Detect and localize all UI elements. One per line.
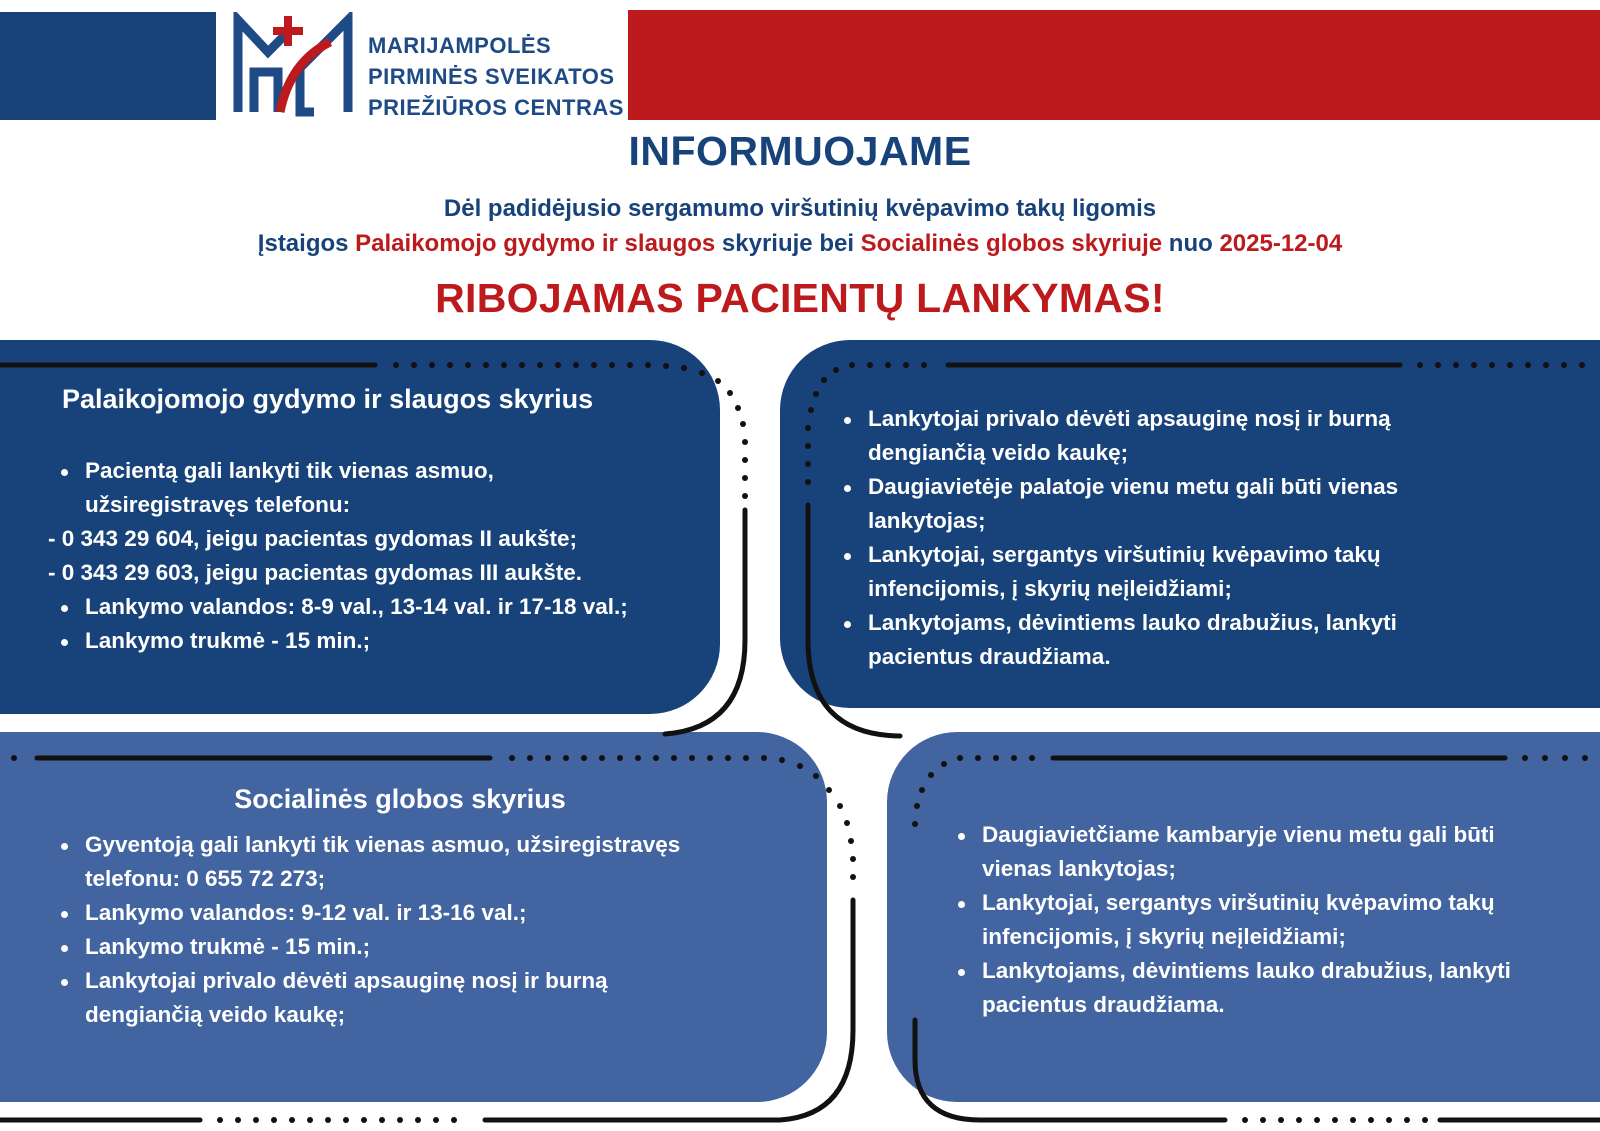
- panel-title: Palaikojomojo gydymo ir slaugos skyrius: [62, 384, 594, 414]
- bullet-icon: [958, 969, 965, 976]
- bullet-icon: [61, 945, 68, 952]
- clinic-logo-icon: [230, 12, 356, 122]
- announcement-reason: Dėl padidėjusio sergamumo viršutinių kvėpavimo takų ligomis: [443, 195, 1157, 222]
- bullet-icon: [61, 605, 68, 612]
- list-item: [85, 896, 680, 930]
- list-item-text: Lankymo valandos: 8-9 val., 13-14 val. ir 17-18 val.;: [85, 594, 628, 619]
- list-item: [868, 470, 1398, 538]
- list-item-text: Daugiavietčiame kambaryje vienu metu gali būti: [982, 822, 1495, 847]
- header-bar-navy: [0, 12, 216, 120]
- rules-list: [85, 828, 680, 1032]
- list-item-text: Pacientą gali lankyti tik vienas asmuo,: [85, 458, 494, 483]
- bullet-icon: [844, 553, 851, 560]
- list-item-text: infencijomis, į skyrių neįleidžiami;: [868, 576, 1232, 601]
- list-item-text: užsiregistravęs telefonu:: [85, 492, 351, 517]
- bullet-icon: [61, 979, 68, 986]
- list-item-text: Gyventoją gali lankyti tik vienas asmuo, užsiregistravęs: [85, 832, 681, 857]
- list-item-text: Lankymo trukmė - 15 min.;: [85, 934, 371, 959]
- bullet-icon: [844, 485, 851, 492]
- bullet-icon: [61, 911, 68, 918]
- clinic-name-line: MARIJAMPOLĖS: [368, 33, 552, 58]
- rules-list: [85, 454, 494, 522]
- announcement-heading: INFORMUOJAME: [628, 128, 972, 174]
- list-item-text: pacientus draudžiama.: [982, 992, 1225, 1017]
- list-item-text: Lankytojams, dėvintiems lauko drabužius, lankyti: [982, 958, 1511, 983]
- clinic-name-line: PIRMINĖS SVEIKATOS: [368, 64, 615, 89]
- panel-social-care: [0, 732, 827, 1102]
- list-item-text: infencijomis, į skyrių neįleidžiami;: [982, 924, 1346, 949]
- announcement-scope: [0, 230, 1600, 258]
- list-item-text: Lankytojai privalo dėvėti apsauginę nosį ir burną: [868, 406, 1391, 431]
- list-item: [982, 818, 1511, 886]
- bullet-icon: [844, 621, 851, 628]
- rules-list: [982, 818, 1511, 1022]
- rules-list: [868, 402, 1398, 674]
- bullet-icon: [844, 417, 851, 424]
- bullet-icon: [61, 639, 68, 646]
- list-item-text: dengiančią veido kaukę;: [85, 1002, 346, 1027]
- panel-palliative-care: [0, 340, 720, 714]
- list-item-text: dengiančią veido kaukę;: [868, 440, 1129, 465]
- list-item-text: Lankymo valandos: 9-12 val. ir 13-16 val.;: [85, 900, 527, 925]
- panel-social-rules: [887, 732, 1600, 1102]
- list-item: [868, 606, 1398, 674]
- bullet-icon: [958, 901, 965, 908]
- rules-list: [85, 590, 628, 658]
- list-item-text: Daugiavietėje palatoje vienu metu gali būti vienas: [868, 474, 1399, 499]
- panel-palliative-rules: [780, 340, 1600, 708]
- list-item-text: Lankymo trukmė - 15 min.;: [85, 628, 371, 653]
- scope-department-1: Palaikomojo gydymo ir slaugos: [355, 230, 716, 257]
- phone-line-floor-2: - 0 343 29 604, jeigu pacientas gydomas II aukšte;: [48, 526, 577, 551]
- scope-department-2: Socialinės globos skyriuje: [860, 230, 1163, 257]
- clinic-name: [368, 30, 624, 123]
- scope-text: nuo: [1162, 230, 1220, 257]
- list-item: [85, 964, 680, 1032]
- list-item-text: lankytojas;: [868, 508, 986, 533]
- list-item: [85, 930, 680, 964]
- scope-text: skyriuje bei: [715, 230, 861, 257]
- list-item: [85, 590, 628, 624]
- list-item: [85, 454, 494, 522]
- panel-title: Socialinės globos skyrius: [234, 784, 566, 814]
- phone-line-floor-3: - 0 343 29 603, jeigu pacientas gydomas III aukšte.: [48, 560, 583, 585]
- scope-text: Įstaigos: [257, 230, 356, 257]
- list-item: [868, 538, 1398, 606]
- list-item: [982, 886, 1511, 954]
- list-item-text: Lankytojai, sergantys viršutinių kvėpavimo takų: [982, 890, 1495, 915]
- visiting-restricted-alert: RIBOJAMAS PACIENTŲ LANKYMAS!: [435, 275, 1165, 321]
- scope-date: 2025-12-04: [1219, 230, 1343, 257]
- list-item-text: telefonu: 0 655 72 273;: [85, 866, 326, 891]
- list-item-text: Lankytojai privalo dėvėti apsauginę nosį ir burną: [85, 968, 608, 993]
- bullet-icon: [958, 833, 965, 840]
- header-bar-red: [628, 10, 1600, 120]
- list-item-text: Lankytojams, dėvintiems lauko drabužius, lankyti: [868, 610, 1397, 635]
- list-item: [982, 954, 1511, 1022]
- clinic-name-line: PRIEŽIŪROS CENTRAS: [368, 95, 624, 120]
- list-item: [85, 828, 680, 896]
- list-item-text: Lankytojai, sergantys viršutinių kvėpavimo takų: [868, 542, 1381, 567]
- bullet-icon: [61, 469, 68, 476]
- list-item: [85, 624, 628, 658]
- bullet-icon: [61, 843, 68, 850]
- list-item-text: vienas lankytojas;: [982, 856, 1176, 881]
- list-item-text: pacientus draudžiama.: [868, 644, 1111, 669]
- list-item: [868, 402, 1398, 470]
